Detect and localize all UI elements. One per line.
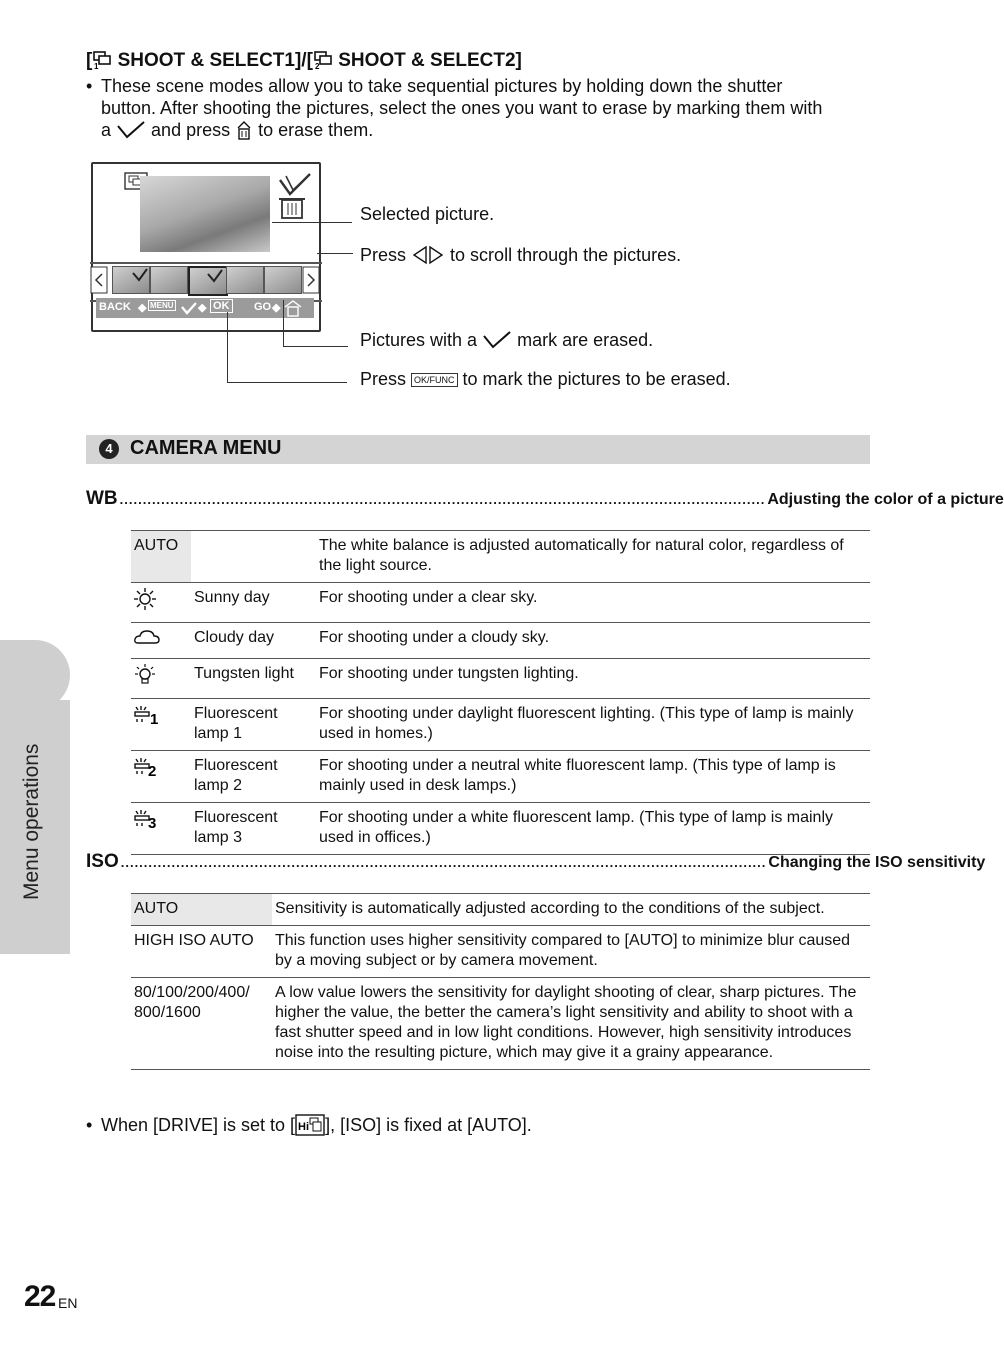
table-row	[131, 803, 870, 855]
intro-b: and press	[151, 120, 231, 140]
iso-option-desc: A low value lowers the sensitivity for daylight shooting of clear, sharp pictures. The higher the value, the better the camera’s light sensitivity and ability to shoot with a fast shutter speed and in low light conditions. However, high sensitivity introduces noise into the resulting picture, which may give it a grainy appearance.	[272, 978, 870, 1070]
callout-line	[283, 300, 284, 346]
table-row	[131, 531, 870, 583]
wb-row-label: Fluorescent lamp 1	[191, 699, 316, 751]
callout-scroll-b: to scroll through the pictures.	[450, 245, 682, 265]
svg-text:1: 1	[150, 711, 159, 728]
ok-func-key: OK/FUNC	[411, 373, 458, 387]
svg-text:Hi: Hi	[298, 1121, 310, 1133]
wb-row-label: Sunny day	[191, 583, 316, 623]
diamond-icon: ◆	[138, 302, 147, 314]
thumbnail-selected[interactable]	[188, 266, 228, 296]
iso-table	[131, 893, 870, 1070]
intro-c: to erase them.	[258, 120, 374, 140]
iso-option: AUTO	[131, 894, 272, 926]
table-row	[131, 699, 870, 751]
diamond-icon: ◆	[198, 302, 207, 314]
intro-a: a	[101, 120, 112, 140]
svg-text:2: 2	[148, 763, 157, 780]
shoot-select-2-icon	[313, 48, 333, 70]
wb-icon-cell	[131, 699, 191, 751]
iso-note-b: ], [ISO] is fixed at [AUTO].	[325, 1115, 532, 1135]
heading-part-2: SHOOT & SELECT2]	[338, 50, 522, 71]
callout-marked-a: Pictures with a	[360, 330, 478, 350]
wb-row-desc: The white balance is adjusted automatically for natural color, regardless of the light source.	[316, 531, 870, 583]
wb-row-desc: For shooting under tungsten lighting.	[316, 659, 870, 699]
leader-dots: ............................................................................................................................................	[119, 492, 766, 507]
table-row	[131, 659, 870, 699]
wb-row-label: Fluorescent lamp 3	[191, 803, 316, 855]
go-label: GO	[254, 301, 272, 313]
cloud-icon	[134, 628, 160, 646]
checkmark-icon	[482, 330, 512, 350]
section-title: CAMERA MENU	[130, 437, 282, 459]
page-number: 22	[24, 1280, 56, 1313]
svg-text:3: 3	[148, 815, 157, 832]
wb-key: WB	[86, 488, 118, 509]
callout-scroll-a: Press	[360, 245, 407, 265]
wb-row-desc: For shooting under a neutral white fluorescent lamp. (This type of lamp is mainly used in desk lamps.)	[316, 751, 870, 803]
sun-icon	[134, 588, 156, 610]
thumbnail-check-icon	[190, 268, 226, 294]
iso-option-desc: This function uses higher sensitivity compared to [AUTO] to minimize blur caused by a moving subject or by camera movement.	[272, 926, 870, 978]
callout-line	[283, 346, 348, 347]
wb-row-desc: For shooting under a white fluorescent lamp. (This type of lamp is mainly used in offices.)	[316, 803, 870, 855]
table-row	[131, 751, 870, 803]
callout-selected: Selected picture.	[360, 204, 495, 224]
camera-menu-section-header	[86, 435, 870, 464]
wb-icon-cell	[131, 803, 191, 855]
ok-key-label: OK	[210, 299, 233, 313]
wb-row-label	[191, 531, 316, 583]
callout-line	[227, 382, 347, 383]
footer-erase-icon	[282, 299, 304, 317]
shoot-select-heading	[86, 48, 522, 72]
wb-row-label: Fluorescent lamp 2	[191, 751, 316, 803]
checkmark-icon	[116, 120, 146, 140]
fluorescent-3-icon	[134, 808, 160, 830]
heading-part-1: SHOOT & SELECT1]/[	[117, 50, 313, 71]
fluorescent-2-icon	[134, 756, 160, 778]
hi-sequential-icon	[295, 1114, 325, 1136]
iso-note-a: When [DRIVE] is set to [	[101, 1115, 296, 1135]
thumbnail[interactable]	[112, 266, 150, 294]
footer-check-icon	[181, 302, 197, 314]
wb-row-label: Tungsten light	[191, 659, 316, 699]
wb-row-label: Cloudy day	[191, 623, 316, 659]
callout-line	[272, 222, 352, 223]
intro-line-3	[101, 119, 876, 141]
iso-option: 80/100/200/400/ 800/1600	[131, 978, 272, 1070]
diamond-icon: ◆	[272, 302, 281, 314]
table-row	[131, 894, 870, 926]
thumbnail[interactable]	[264, 266, 302, 294]
heading-bracket: [	[86, 50, 93, 71]
wb-auto-label: AUTO	[131, 531, 191, 583]
callout-line	[227, 312, 228, 382]
table-row	[131, 583, 870, 623]
svg-text:2: 2	[314, 62, 320, 71]
tungsten-icon	[134, 664, 156, 686]
wb-row-desc: For shooting under a clear sky.	[316, 583, 870, 623]
camera-footer-bar	[96, 298, 314, 318]
erase-icon	[235, 120, 253, 140]
section-number: 4	[99, 439, 119, 459]
intro-bullet	[86, 75, 876, 145]
shoot-select-1-icon	[92, 48, 112, 70]
iso-note	[86, 1114, 876, 1138]
leader-dots: ............................................................................................................................................	[120, 855, 767, 870]
callout-marked	[360, 330, 653, 351]
callout-line	[317, 253, 353, 254]
thumbnail[interactable]	[226, 266, 264, 294]
callout-scroll	[360, 245, 681, 266]
wb-table	[131, 530, 870, 855]
wb-icon-cell	[131, 659, 191, 699]
iso-description: Changing the ISO sensitivity	[768, 854, 986, 871]
scroll-left-icon[interactable]	[90, 266, 108, 294]
wb-row-desc: For shooting under a cloudy sky.	[316, 623, 870, 659]
callout-press-b: to mark the pictures to be erased.	[462, 369, 731, 389]
page-language: EN	[58, 1295, 78, 1311]
wb-icon-cell	[131, 623, 191, 659]
selected-picture	[140, 176, 270, 252]
check-trash-icon	[276, 172, 314, 220]
fluorescent-1-icon	[134, 704, 160, 726]
intro-line-2: button. After shooting the pictures, select the ones you want to erase by marking them with	[101, 98, 823, 118]
iso-option: HIGH ISO AUTO	[131, 926, 272, 978]
svg-text:1: 1	[94, 62, 99, 71]
wb-icon-cell	[131, 583, 191, 623]
callout-marked-b: mark are erased.	[517, 330, 654, 350]
iso-heading	[86, 851, 986, 875]
intro-line-1: These scene modes allow you to take sequential pictures by holding down the shutter	[101, 76, 783, 96]
scroll-right-icon[interactable]	[302, 266, 320, 294]
wb-row-desc: For shooting under daylight fluorescent lighting. (This type of lamp is mainly used in homes.)	[316, 699, 870, 751]
wb-icon-cell	[131, 751, 191, 803]
iso-option-desc: Sensitivity is automatically adjusted according to the conditions of the subject.	[272, 894, 870, 926]
thumbnail-check-icon	[113, 267, 149, 293]
left-right-arrows-icon	[411, 245, 445, 265]
thumbnail-strip	[90, 262, 322, 298]
bullet-dot: •	[86, 76, 93, 96]
table-row	[131, 623, 870, 659]
side-section-label: Menu operations	[20, 743, 43, 900]
callout-press	[360, 369, 731, 390]
thumbnail[interactable]	[150, 266, 188, 294]
callout-press-a: Press	[360, 369, 407, 389]
menu-key-label: MENU	[150, 301, 174, 310]
iso-key: ISO	[86, 851, 119, 872]
table-row	[131, 926, 870, 978]
table-row	[131, 978, 870, 1070]
back-label: BACK	[99, 301, 131, 313]
wb-heading	[86, 488, 1004, 512]
bullet-dot: •	[86, 1115, 93, 1135]
wb-description: Adjusting the color of a picture	[767, 491, 1004, 508]
